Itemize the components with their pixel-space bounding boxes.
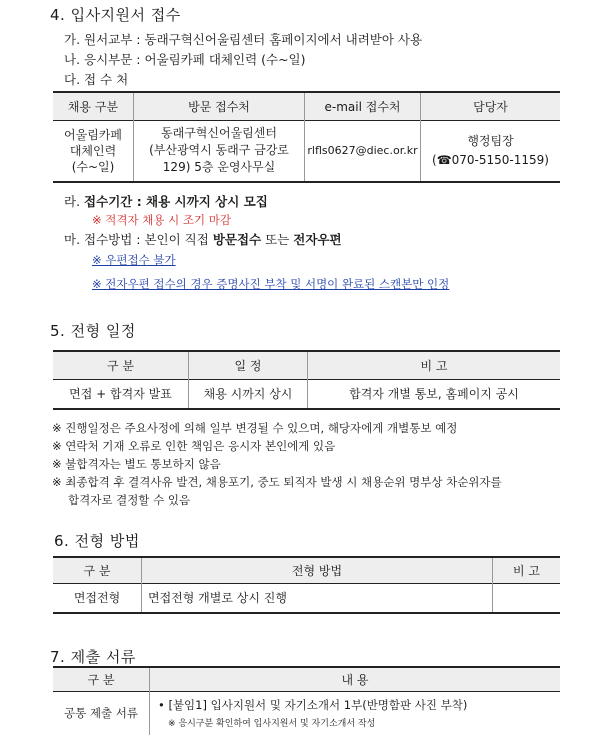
schedule-table <box>53 350 560 410</box>
schedule-header-remark: 비 고 <box>308 351 561 379</box>
item-ra <box>64 192 268 210</box>
reception-cell-email[interactable]: rlfls0627@diec.or.kr <box>305 120 421 182</box>
item-ma-email: 전자우편 <box>293 232 342 247</box>
item-na-prefix: 나. 응시부문 : <box>64 52 141 67</box>
item-ga-prefix: 가. 원서교부 : <box>64 32 141 47</box>
reception-header-email: e-mail 접수처 <box>305 92 421 120</box>
section-6-title: 6. 전형 방법 <box>54 532 140 550</box>
item-na <box>64 50 306 68</box>
schedule-cell-remark: 합격자 개별 통보, 홈페이지 공시 <box>349 387 519 402</box>
documents-table <box>53 666 560 735</box>
email-requirement-note: ※ 전자우편 접수의 경우 증명사진 부착 및 서명이 완료된 스캔본만 인정 <box>92 277 450 291</box>
section-4-title: 4. 입사지원서 접수 <box>50 6 181 24</box>
method-header-remark: 비 고 <box>493 557 561 583</box>
item-da: 다. 접 수 처 <box>64 72 129 87</box>
item-ma-prefix: 마. 접수방법 : 본인이 직접 <box>64 232 209 247</box>
schedule-note-1: ※ 진행일정은 주요사정에 의해 일부 변경될 수 있으며, 해당자에게 개별통보 예정 <box>52 421 458 435</box>
documents-main-line <box>158 697 560 713</box>
documents-cell-type: 공통 제출 서류 <box>53 691 150 735</box>
item-ma <box>64 230 342 248</box>
method-header-method: 전형 방법 <box>142 557 493 583</box>
method-header-type: 구 분 <box>53 557 142 583</box>
reception-cell-dept <box>53 120 134 182</box>
item-ga <box>64 30 422 48</box>
item-ra-prefix: 라. <box>64 194 81 209</box>
documents-sub-note: ※ 응시구분 확인하여 입사지원서 및 자기소개서 작성 <box>168 719 376 730</box>
section-7-title: 7. 제출 서류 <box>50 648 136 666</box>
reception-header-contact: 담당자 <box>421 92 561 120</box>
schedule-note-4: ※ 최종합격 후 결격사유 발견, 채용포기, 중도 퇴직자 발생 시 채용순위 명부상 차순위자를 <box>52 475 502 489</box>
contact-line-1: 행정팀장 <box>467 133 514 148</box>
item-na-text: 어울림카페 대체인력 (수~일) <box>144 52 306 67</box>
method-cell-remark <box>493 583 561 613</box>
dept-line-2: 대체인력 <box>69 143 117 158</box>
visit-line-1: 동래구혁신어울림센터 <box>161 126 277 141</box>
dept-line-3: (수~일) <box>71 159 115 174</box>
item-ga-text: 동래구혁신어울림센터 홈페이지에서 내려받아 사용 <box>144 32 423 47</box>
documents-header-content: 내 용 <box>150 667 561 691</box>
no-mail-note: ※ 우편접수 불가 <box>92 253 176 267</box>
documents-main-text: [붙임1] 입사지원서 및 자기소개서 1부(반명함판 사진 부착) <box>168 698 468 713</box>
section-5-title: 5. 전형 일정 <box>50 322 136 340</box>
reception-table <box>53 91 560 183</box>
schedule-cell-type: 면접 + 합격자 발표 <box>53 379 189 409</box>
visit-line-2: (부산광역시 동래구 금강로 <box>149 143 289 158</box>
documents-header-type: 구 분 <box>53 667 150 691</box>
contact-line-2: (☎070-5150-1159) <box>432 152 549 167</box>
dept-line-1: 어울림카페 <box>64 127 122 142</box>
method-cell-method: 면접전형 개별로 상시 진행 <box>142 583 493 613</box>
schedule-cell-date: 채용 시까지 상시 <box>189 379 308 409</box>
item-ma-visit: 방문접수 <box>212 232 262 247</box>
schedule-header-type: 구 분 <box>53 351 189 379</box>
schedule-note-4-cont: 합격자로 결정할 수 있음 <box>68 493 191 507</box>
schedule-header-date: 일 정 <box>189 351 308 379</box>
item-ra-text: 접수기간 : 채용 시까지 상시 모집 <box>84 194 268 209</box>
method-table <box>53 556 560 614</box>
schedule-note-2: ※ 연락처 기재 오류로 인한 책임은 응시자 본인에게 있음 <box>52 439 336 453</box>
reception-cell-visit <box>134 120 305 182</box>
reception-header-visit: 방문 접수처 <box>134 92 305 120</box>
item-ma-mid: 또는 <box>265 232 290 247</box>
visit-line-3: 129) 5층 운영사무실 <box>162 160 276 175</box>
reception-cell-contact <box>421 120 561 182</box>
bullet-icon: • <box>158 698 165 713</box>
early-close-note: ※ 적격자 채용 시 조기 마감 <box>92 213 232 227</box>
method-cell-type: 면접전형 <box>53 583 142 613</box>
documents-cell-content <box>150 691 561 735</box>
schedule-note-3: ※ 불합격자는 별도 통보하지 않음 <box>52 457 221 471</box>
reception-header-dept: 채용 구분 <box>53 92 134 120</box>
